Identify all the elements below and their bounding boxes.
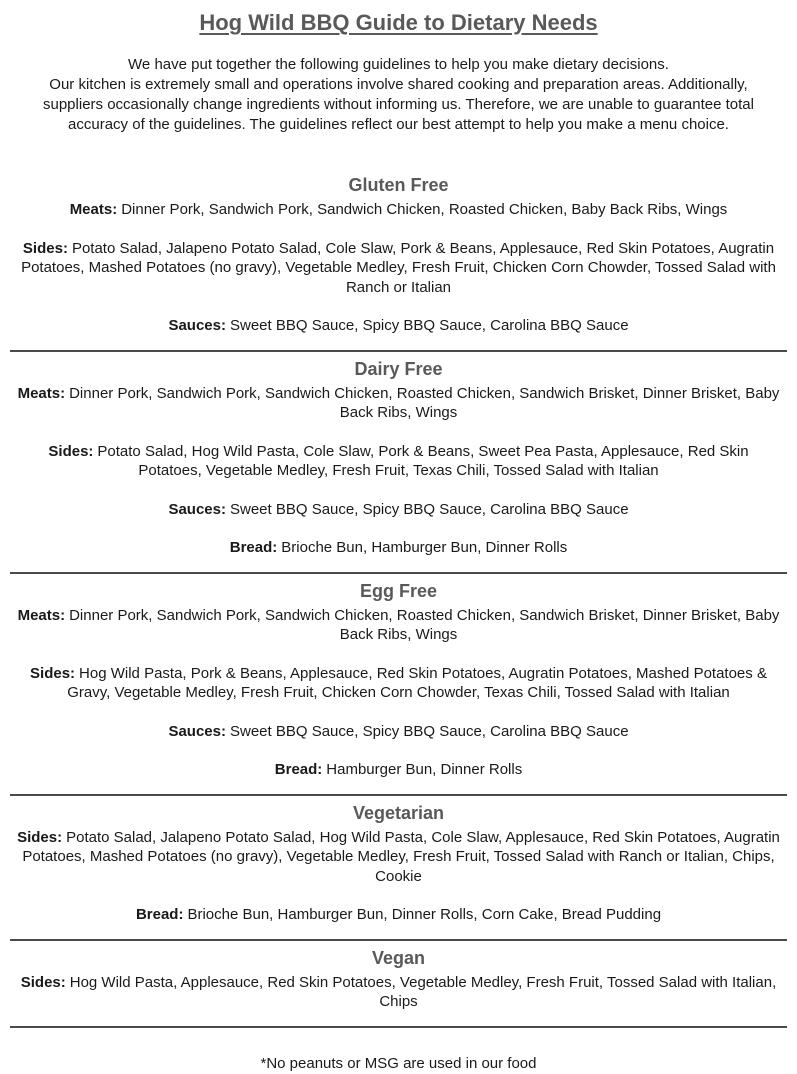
category-row-sauces <box>16 722 781 742</box>
category-label: Sides: <box>30 664 76 682</box>
category-label: Bread: <box>274 761 323 778</box>
category-label: Sides: <box>17 828 63 846</box>
category-label: Bread: <box>135 906 184 923</box>
category-items: Hamburger Bun, Dinner Rolls <box>326 761 523 778</box>
category-items: Potato Salad, Jalapeno Potato Salad, Cole Slaw, Pork & Beans, Applesauce, Red Skin Potatoes, Augratin Potatoes, Mashed Potatoes (no gravy), Vegetable Medley, Fresh Fruit, Chicken Corn Chowder, Tossed Salad with Ranch or Italian <box>21 239 776 296</box>
intro-line-2: Our kitchen is extremely small and operations involve shared cooking and preparation areas. Additionally, suppliers occasionally change ingredients without informing us. Therefore, we are unable to guarantee total accuracy of the guidelines. The guidelines reflect our best attempt to help you make a menu choice. <box>43 76 754 133</box>
category-items: Dinner Pork, Sandwich Pork, Sandwich Chicken, Roasted Chicken, Sandwich Brisket, Dinner Brisket, Baby Back Ribs, Wings <box>69 606 780 643</box>
category-label: Meats: <box>17 384 66 402</box>
section-heading-vegan: Vegan <box>371 947 426 968</box>
category-items: Sweet BBQ Sauce, Spicy BBQ Sauce, Carolina BBQ Sauce <box>230 500 629 518</box>
category-label: Sides: <box>20 973 66 991</box>
category-label: Bread: <box>229 539 278 556</box>
category-row-bread <box>16 760 781 780</box>
category-items: Potato Salad, Jalapeno Potato Salad, Hog Wild Pasta, Cole Slaw, Applesauce, Red Skin Potatoes, Augratin Potatoes, Mashed Potatoes (no gravy), Vegetable Medley, Fresh Fruit, Tossed Salad with Ranch or Italian, Chips, Cookie <box>22 828 780 885</box>
category-items: Hog Wild Pasta, Pork & Beans, Applesauce, Red Skin Potatoes, Augratin Potatoes, Mashed Potatoes & Gravy, Vegetable Medley, Fresh Fruit, Chicken Corn Chowder, Texas Chili, Tossed Salad with Italian <box>67 664 767 701</box>
intro-line-1: We have put together the following guidelines to help you make dietary decisions. <box>128 56 669 73</box>
category-row-sauces <box>16 500 781 520</box>
category-row-meats <box>16 200 781 220</box>
section-divider <box>10 1026 787 1028</box>
document-title: Hog Wild BBQ Guide to Dietary Needs <box>199 10 598 35</box>
category-row-bread <box>16 538 781 558</box>
category-label: Sauces: <box>168 500 226 518</box>
category-label: Sauces: <box>168 722 226 740</box>
category-items: Dinner Pork, Sandwich Pork, Sandwich Chicken, Roasted Chicken, Sandwich Brisket, Dinner Brisket, Baby Back Ribs, Wings <box>69 384 780 421</box>
category-items: Hog Wild Pasta, Applesauce, Red Skin Potatoes, Vegetable Medley, Fresh Fruit, Tossed Salad with Italian, Chips <box>69 973 777 1010</box>
category-items: Brioche Bun, Hamburger Bun, Dinner Rolls, Corn Cake, Bread Pudding <box>187 906 662 923</box>
section-vegetarian <box>0 796 797 925</box>
category-row-meats <box>16 384 781 423</box>
category-items: Brioche Bun, Hamburger Bun, Dinner Rolls <box>281 539 568 556</box>
category-label: Sauces: <box>168 317 226 334</box>
category-label: Meats: <box>17 606 66 624</box>
category-items: Potato Salad, Hog Wild Pasta, Cole Slaw, Pork & Beans, Sweet Pea Pasta, Applesauce, Red Skin Potatoes, Vegetable Medley, Fresh Fruit, Texas Chili, Tossed Salad with Italian <box>97 442 749 479</box>
category-row-sides <box>16 664 781 703</box>
section-heading-vegetarian: Vegetarian <box>352 802 445 823</box>
section-egg-free <box>0 574 797 780</box>
category-row-bread <box>16 905 781 925</box>
footnote: *No peanuts or MSG are used in our food <box>260 1054 537 1072</box>
category-items: Dinner Pork, Sandwich Pork, Sandwich Chicken, Roasted Chicken, Baby Back Ribs, Wings <box>121 201 728 218</box>
category-label: Sides: <box>22 239 68 257</box>
category-row-sides <box>16 442 781 481</box>
category-row-meats <box>16 606 781 645</box>
section-heading-egg-free: Egg Free <box>359 580 438 601</box>
category-row-sides <box>16 239 781 298</box>
category-row-sauces <box>16 316 781 336</box>
section-gluten-free <box>0 168 797 336</box>
category-row-sides <box>16 973 781 1012</box>
section-heading-dairy-free: Dairy Free <box>354 358 443 379</box>
category-items: Sweet BBQ Sauce, Spicy BBQ Sauce, Carolina BBQ Sauce <box>230 722 629 740</box>
intro-paragraph <box>22 55 775 135</box>
category-label: Sides: <box>48 442 94 460</box>
category-items: Sweet BBQ Sauce, Spicy BBQ Sauce, Carolina BBQ Sauce <box>230 317 629 334</box>
category-row-sides <box>16 828 781 887</box>
section-heading-gluten-free: Gluten Free <box>348 175 449 195</box>
section-dairy-free <box>0 352 797 558</box>
section-vegan <box>0 941 797 1012</box>
category-label: Meats: <box>69 201 118 218</box>
